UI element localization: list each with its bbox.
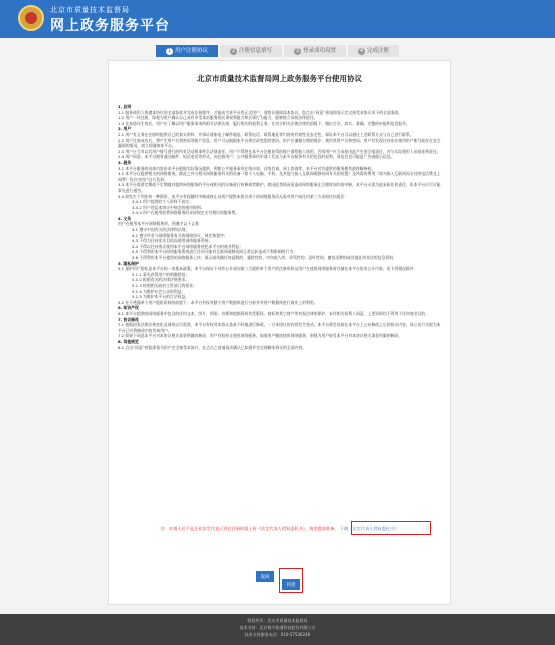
footer-copyright: 版权所有：北京市质量技术监督局 xyxy=(247,618,308,623)
paragraph: 3.4.1 用户提供的个人资料不真实； xyxy=(132,199,193,205)
paragraph: 7.2 如果不同意本平台对本协议相关条款所做的修改，用户有权停止使用网络服务。如果用户继续使用网络服务，则视为用户接受本平台对本协议相关条款所做的修改。 xyxy=(118,333,403,339)
step-2: 2 注册信息填写 xyxy=(220,45,282,57)
site-subtitle: 北京市质量技术监督局 xyxy=(50,6,130,14)
download-authorization-link[interactable]: 下载《法定代表人授权委托书》 xyxy=(339,526,399,531)
section-heading: 3. 服务 xyxy=(118,159,132,165)
paragraph: 6.1 本平台提供的网络服务中包含的任何文本、图片、图形、音频和视频资料均受版权、商标和其它财产所有权法律的保护，未经相关权利人同意，上述资料均不得用于任何商业目的。 xyxy=(118,310,429,316)
paragraph: 2.2 用户注册成功后，将产生用户名和密码等账户信息，用户可以根据本平台规定改变您的密码。用户应谨慎合理的保存、使用其用户名和密码。用户若发现任何非法使用用户账号或存在安全漏洞的情况，请立即通知本平台。 xyxy=(118,137,441,149)
step-4: 4 完成注册 xyxy=(348,45,399,57)
step-1: 1 用户注册协议 xyxy=(156,45,218,57)
paragraph: 4.4 不得以任何形式使用本平台网络服务侵犯本平台的商业利益； xyxy=(132,243,244,249)
section-heading: 8. 其他规定 xyxy=(118,338,139,344)
section-heading: 5. 隐私保护 xyxy=(118,260,139,266)
section-heading: 7. 协议修改 xyxy=(118,316,139,322)
paragraph: 3.4.2 用户违反本协议中规定的使用规则； xyxy=(132,204,205,210)
paragraph: 2.1 用户有义务在注册时提供自己的真实资料，并保证诸如电子邮件地址、联系电话、联系地址等内容的有效性及安全性，保证本平台可以通过上述联系方式与自己进行联系。 xyxy=(118,131,414,137)
paragraph: 4.1 遵守中国有关的法律和法规； xyxy=(132,227,190,233)
paragraph: 5.1 保护用户隐私是本平台的一项基本政策，本平台保证不对外公开或向第三方提供单个用户的注册资料及用户在使用网络服务时存储在本平台的非公开内容，但下列情况除外： xyxy=(118,266,418,272)
paragraph: 1.3 在本协议生效后，用户应了解以用户服务事项的相关法律法规，履行相应的权利义务；在符合相关法律法规的前提下，做出合法、真实、准确、完整的申报和信息报告。 xyxy=(118,120,410,126)
highlight-box xyxy=(351,521,431,535)
agreement-panel xyxy=(108,60,451,605)
emblem-icon xyxy=(18,5,44,31)
footer-phone: 技术支持服务电话：010-57536248 xyxy=(244,632,311,637)
paragraph: 8.1 点击“同意”按钮即视为用户完全接受本协议，在点击之前请再次确认已知悉并完全理解本协议的全部内容。 xyxy=(118,344,307,350)
section-heading: 6. 知识产权 xyxy=(118,305,139,311)
notice-text: 注：申请人若不是企业法定代表人则在注册时需上传《法定代表人授权委托书》，请您提前准备。 下载《法定代表人授权委托书》 xyxy=(160,526,399,531)
paragraph: 5.1.1 事先获得用户的明确授权； xyxy=(132,271,190,277)
paragraph: 5.1.4 为维护社会公众的利益； xyxy=(132,288,186,294)
paragraph: 3.3 本平台需要定期或不定期地对提供网络服务的平台或相关的设备进行检修或者维护，如因此类情况而造成网络服务在合理时间内的中断，本平台无需为此承担任何责任，但本平台应尽可能事先进行通告。 xyxy=(118,182,441,193)
paragraph: 3.2 本平台仅提供相关的网络服务，除此之外与相关网络服务有关的设备（如个人电脑、手机、及其他与接入互联网或移动网有关的装置）及所需的费用（如为接入互联网而支付的电话费及上网费）均应由用户自行负担。 xyxy=(118,171,441,182)
paragraph: 3.4 如发生下列任何一种情形，本平台有权随时中断或终止向用户提供本协议项下的网络服务而无需对用户或任何第三方承担任何责任： xyxy=(118,193,349,199)
agree-button[interactable]: 同意 xyxy=(282,579,300,590)
step-3: 3 登录成功设置 xyxy=(284,45,346,57)
site-footer xyxy=(0,614,555,645)
paragraph: 2.3 用户应当对以其用户账号进行的所有活动和事件负法律责任。用户不得将在本平台注册获得的账户借给他人使用，否则用户应当承担由此产生的全部责任，并与实际使用人承担连带责任。 xyxy=(118,148,441,154)
action-buttons xyxy=(109,571,450,593)
step-progress xyxy=(0,42,555,60)
paragraph: 7.1 根据国家法律法规变化及网络运行需要，本平台有权对本协议条款不时地进行修改。一旦本协议的内容发生变动，本平台将会直接在本平台上公布修改之后的协议内容，该公布行为视为本平台已经将修改内容告知用户。 xyxy=(118,322,441,333)
paragraph: 3.1 本平台服务的具体内容由本平台根据实际情况提供，例如公共服务事项在线申请、在线咨询、网上查询等。本平台对其提供的服务拥有最终解释权。 xyxy=(118,165,376,171)
paragraph: 1.1 服务使用人须遵本协议的全部条款并完成注册程序，才能成为本平台的正式用户。请您仔细阅读本协议，您点击“同意”按钮即表示完全接受本协议项下的全部条款。 xyxy=(118,109,403,115)
section-heading: 4. 义务 xyxy=(118,215,132,221)
paragraph: 4.6 不得利用本平台提供的网络服务上传、展示或传播任何虚假的、骚扰性的、中伤他人的、辱骂性的、恐吓性的、庸俗淫秽的或其他任何非法的信息资料。 xyxy=(132,255,397,261)
section-heading: 1. 总则 xyxy=(118,104,132,109)
back-button[interactable]: 返回 xyxy=(256,571,274,582)
agreement-body[interactable] xyxy=(118,104,441,350)
paragraph: 4.2 遵守所有与网络服务有关的网络协议、规定和程序； xyxy=(132,232,228,238)
highlight-box xyxy=(279,568,303,593)
site-header xyxy=(0,0,555,38)
footer-support: 技术支持：北京数字政通科技股份有限公司 xyxy=(239,625,316,630)
paragraph: 2.4 用户同意，本平台拥有通过邮件、短信电话等形式，向注册用户、公共服务事项申请人发送与本平台服务有关的信息的权利，该信息也可能是广告或提示信息。 xyxy=(118,154,395,160)
paragraph: 3.4.3 用户在使用收费网络服务时未按规定支付相应的服务费。 xyxy=(132,210,240,216)
paragraph: 5.1.2 根据有关的法律法规要求； xyxy=(132,277,190,283)
paragraph: 5.1.3 按照相关政府主管部门的要求； xyxy=(132,283,197,288)
paragraph: 5.2 在不透露单个用户隐私资料的前提下，本平台有权对整个用户数据库进行分析并对用户数据库进行商业上的利用。 xyxy=(118,299,318,305)
paragraph: 5.1.5 为维护本平台的合法权益。 xyxy=(132,294,190,300)
agreement-title: 北京市质量技术监督局网上政务服务平台使用协议 xyxy=(197,74,362,83)
section-heading: 2. 用户 xyxy=(118,126,132,132)
site-title: 网上政务服务平台 xyxy=(50,18,170,34)
paragraph: 用户在使用本平台网络服务时，须遵守以下义务： xyxy=(118,221,203,227)
paragraph: 4.3 不得为任何非法目的而使用网络服务系统； xyxy=(132,238,213,244)
paragraph: 1.2 用户一经注册，即视为用户确认自己具有享受本站服务的民事权利能力和民事行为能力，能够独立承担法律责任。 xyxy=(118,115,318,121)
paragraph: 4.5 不得利用本平台网络服务系统进行任何可能对互联网或移动网正常运转造成不利影响的行为； xyxy=(132,249,297,255)
